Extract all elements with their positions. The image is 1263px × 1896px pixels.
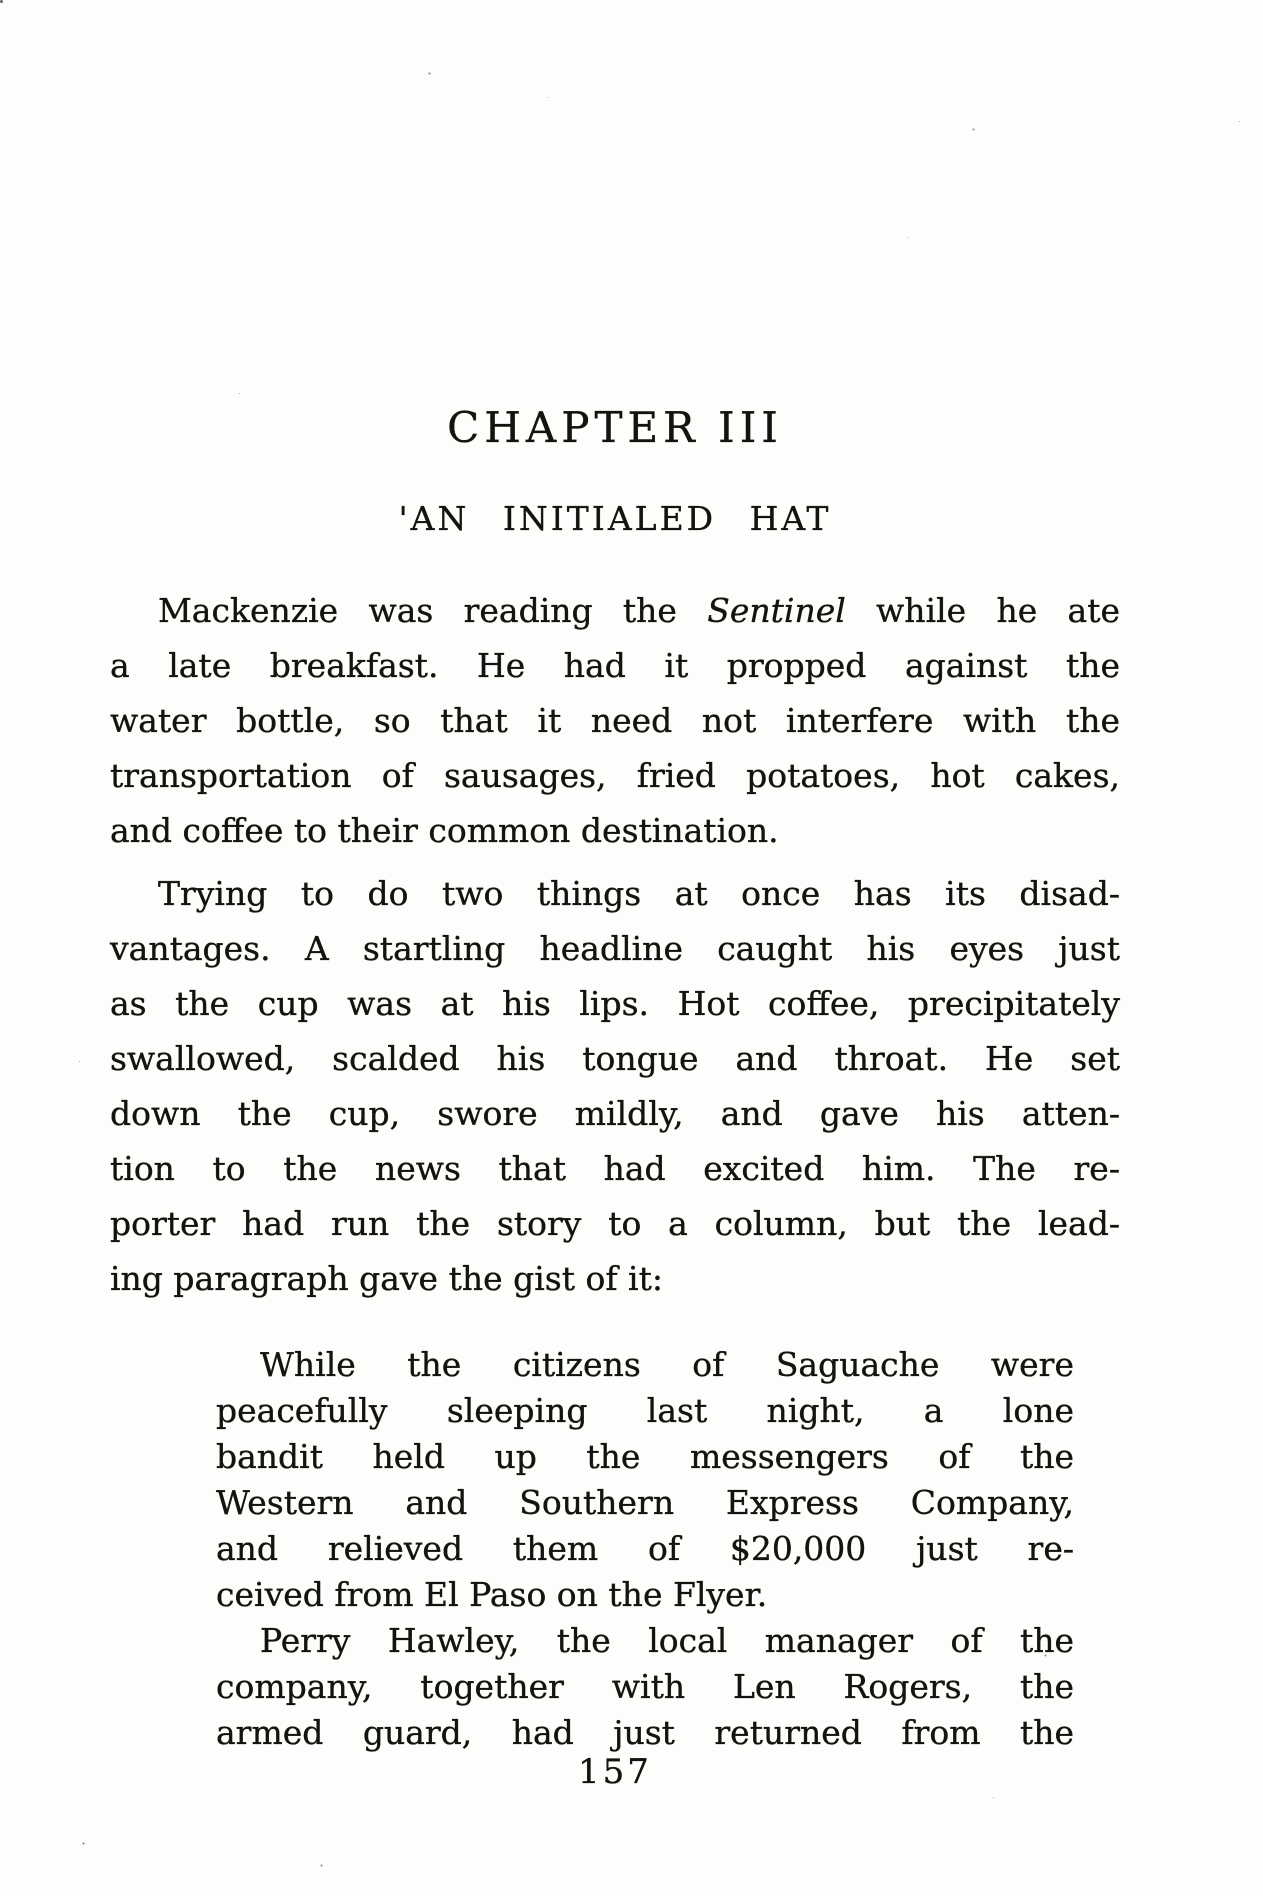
- text-line: ceived from El Paso on the Flyer.: [216, 1575, 768, 1614]
- excerpt-paragraph-2: [216, 1618, 1074, 1756]
- text-line: Mackenzie was reading the Sentinel while he ate: [158, 591, 1120, 630]
- text-line: transportation of sausages, fried potatoes, hot cakes,: [110, 756, 1120, 795]
- excerpt-paragraph-1: [216, 1342, 1074, 1618]
- chapter-subtitle: 'AN INITIALED HAT: [398, 499, 832, 538]
- chapter-heading: CHAPTER III: [447, 403, 783, 452]
- text-line: bandit held up the messengers of the: [216, 1437, 1074, 1476]
- text-line: While the citizens of Saguache were: [260, 1345, 1074, 1384]
- text-line: water bottle, so that it need not interfere with the: [110, 701, 1120, 740]
- page-number: 157: [578, 1752, 652, 1792]
- paragraph-1: [110, 583, 1120, 858]
- newspaper-excerpt: [216, 1342, 1074, 1756]
- text-line: down the cup, swore mildly, and gave his atten-: [110, 1094, 1120, 1133]
- text-line: ing paragraph gave the gist of it:: [110, 1259, 663, 1298]
- text-line: and relieved them of $20,000 just re-: [216, 1529, 1074, 1568]
- text-line: tion to the news that had excited him. The re-: [110, 1149, 1120, 1188]
- text-line: armed guard, had just returned from the: [216, 1713, 1074, 1752]
- text-line: Perry Hawley, the local manager of the: [260, 1621, 1074, 1660]
- text-line: swallowed, scalded his tongue and throat. He set: [110, 1039, 1120, 1078]
- text-line: a late breakfast. He had it propped against the: [110, 646, 1120, 685]
- text-line: peacefully sleeping last night, a lone: [216, 1391, 1074, 1430]
- paragraph-2: [110, 866, 1120, 1306]
- text-line: as the cup was at his lips. Hot coffee, precipitately: [110, 984, 1120, 1023]
- text-line: porter had run the story to a column, but the lead-: [110, 1204, 1120, 1243]
- text-line: company, together with Len Rogers, the: [216, 1667, 1074, 1706]
- text-line: and coffee to their common destination.: [110, 811, 779, 850]
- scan-speckle: [0, 0, 3, 3]
- text-line: Trying to do two things at once has its disad-: [158, 874, 1120, 913]
- text-line: Western and Southern Express Company,: [216, 1483, 1074, 1522]
- body-text: [110, 583, 1120, 1756]
- text-line: vantages. A startling headline caught his eyes just: [110, 929, 1120, 968]
